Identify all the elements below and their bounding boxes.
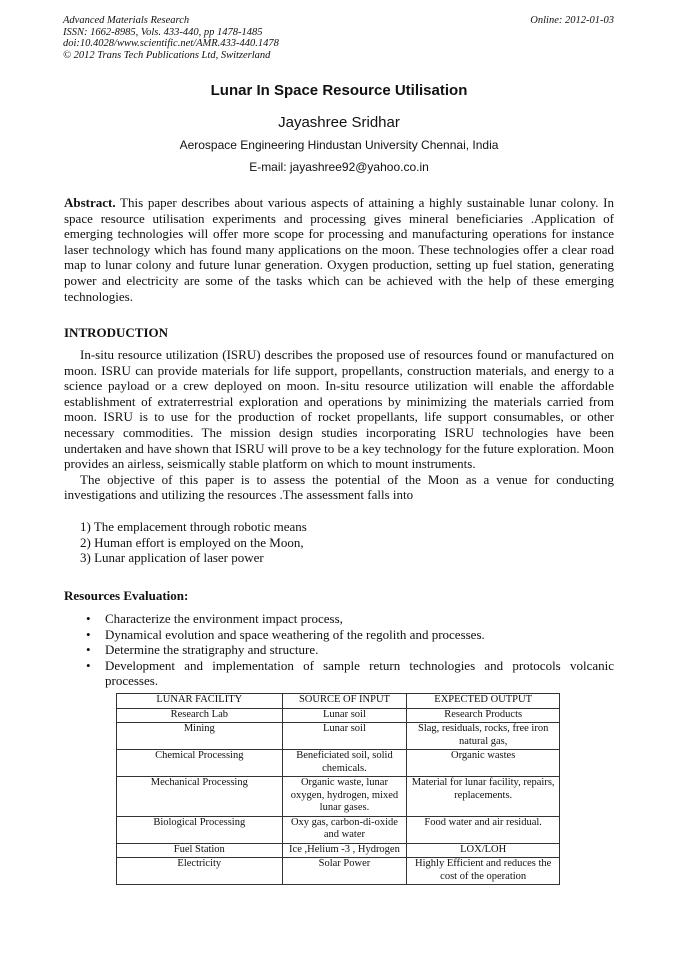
abstract (64, 195, 614, 304)
table-cell: Oxy gas, carbon-di-oxide and water (282, 816, 407, 843)
table-row (117, 843, 560, 858)
online-date: Online: 2012-01-03 (530, 15, 614, 26)
abstract-text: This paper describes about various aspects of attaining a highly sustainable lunar colony. In space resource utilisation experiments and processing gives mineral beneficiaries .Application of emerging technologies will offer more scope for processing and manufacturing operations for instance laser technology which has found many applications on the moon. These technologies offer a clear road map to lunar colony and future lunar generation. Oxygen production, setting up fuel station, generating power and electricity are some of the tasks which can be achieved with the help of these emerging technologies. (64, 195, 614, 304)
table-cell: Lunar soil (282, 723, 407, 750)
bullet-text: Dynamical evolution and space weathering of the regolith and processes. (105, 626, 485, 642)
copyright-line: © 2012 Trans Tech Publications Ltd, Switzerland (63, 49, 271, 61)
table-cell: Organic waste, lunar oxygen, hydrogen, mixed lunar gases. (282, 777, 407, 817)
table-header-row (117, 694, 560, 709)
table-row (117, 723, 560, 750)
table-cell: Mining (117, 723, 283, 750)
list-item: 1) The emplacement through robotic means (80, 519, 307, 534)
list-item (82, 642, 614, 658)
list-item (82, 627, 614, 643)
table-cell: Chemical Processing (117, 750, 283, 777)
column-header: EXPECTED OUTPUT (407, 694, 560, 709)
list-item: 2) Human effort is employed on the Moon, (80, 534, 304, 550)
list-item (82, 658, 614, 689)
journal-name: Advanced Materials Research (63, 15, 190, 26)
bullet-icon: • (86, 626, 91, 642)
table-cell: LOX/LOH (407, 843, 560, 858)
introduction-heading: INTRODUCTION (64, 325, 169, 340)
author-email: E-mail: jayashree92@yahoo.co.in (249, 160, 429, 174)
table-cell: Food water and air residual. (407, 816, 560, 843)
paper-title: Lunar In Space Resource Utilisation (210, 82, 468, 99)
table-row (117, 750, 560, 777)
table-cell: Organic wastes (407, 750, 560, 777)
table-cell: Material for lunar facility, repairs, replacements. (407, 777, 560, 817)
table-row (117, 708, 560, 723)
table-row (117, 816, 560, 843)
introduction-paragraph-1: In-situ resource utilization (ISRU) describes the proposed use of resources found or manufactured on moon. ISRU can provide materials for life support, propellants, construction materials, and energy to a science payload or a crew deployed on moon. In-situ resource utilization will enable the affordable establishment of extraterrestrial exploration and operations by minimizing the materials carried from moon. ISRU is to use for the production of rocket propellants, life support consumables, or other necessary commodities. The mission design studies incorporating ISRU technologies have been undertaken and have shown that ISRU will prove to be a key technology for the future exploration. Moon provides an airless, seismically stable platform on which to mount instruments. (64, 347, 614, 472)
bullet-text: Determine the stratigraphy and structure. (105, 642, 319, 658)
issn-line: ISSN: 1662-8985, Vols. 433-440, pp 1478-1485 (63, 26, 263, 38)
lunar-facility-table (116, 693, 560, 885)
table-row (117, 858, 560, 885)
author-name: Jayashree Sridhar (278, 114, 400, 131)
table-cell: Beneficiated soil, solid chemicals. (282, 750, 407, 777)
resources-heading: Resources Evaluation: (64, 588, 189, 603)
table-cell: Mechanical Processing (117, 777, 283, 817)
list-item: 3) Lunar application of laser power (80, 550, 264, 566)
table-cell: Fuel Station (117, 843, 283, 858)
abstract-label: Abstract. (64, 195, 116, 210)
bullet-icon: • (86, 611, 91, 626)
table-cell: Highly Efficient and reduces the cost of the operation (407, 858, 560, 885)
table-cell: Biological Processing (117, 816, 283, 843)
resources-bullet-list (82, 611, 614, 689)
journal-metadata (63, 15, 279, 61)
table-cell: Electricity (117, 858, 283, 885)
table-row (117, 777, 560, 817)
bullet-text: Characterize the environment impact process, (105, 611, 343, 626)
table-cell: Ice ,Helium -3 , Hydrogen (282, 843, 407, 858)
affiliation: Aerospace Engineering Hindustan University Chennai, India (179, 138, 499, 152)
introduction-body (64, 347, 614, 503)
bullet-text: Development and implementation of sample return technologies and protocols volcanic processes. (105, 657, 614, 689)
introduction-paragraph-2: The objective of this paper is to assess the potential of the Moon as a venue for conducting investigations and utilizing the resources .The assessment falls into (64, 471, 614, 503)
table-cell: Research Products (407, 708, 560, 723)
assessment-list (80, 519, 307, 566)
table-cell: Research Lab (117, 708, 283, 723)
doi-line: doi:10.4028/www.scientific.net/AMR.433-440.1478 (63, 38, 279, 49)
list-item (82, 611, 614, 627)
table-cell: Lunar soil (282, 708, 407, 723)
table-cell: Slag, residuals, rocks, free iron natural gas, (407, 723, 560, 750)
table-cell: Solar Power (282, 858, 407, 885)
bullet-icon: • (86, 642, 91, 658)
column-header: LUNAR FACILITY (117, 694, 283, 709)
bullet-icon: • (86, 657, 91, 673)
column-header: SOURCE OF INPUT (282, 694, 407, 709)
